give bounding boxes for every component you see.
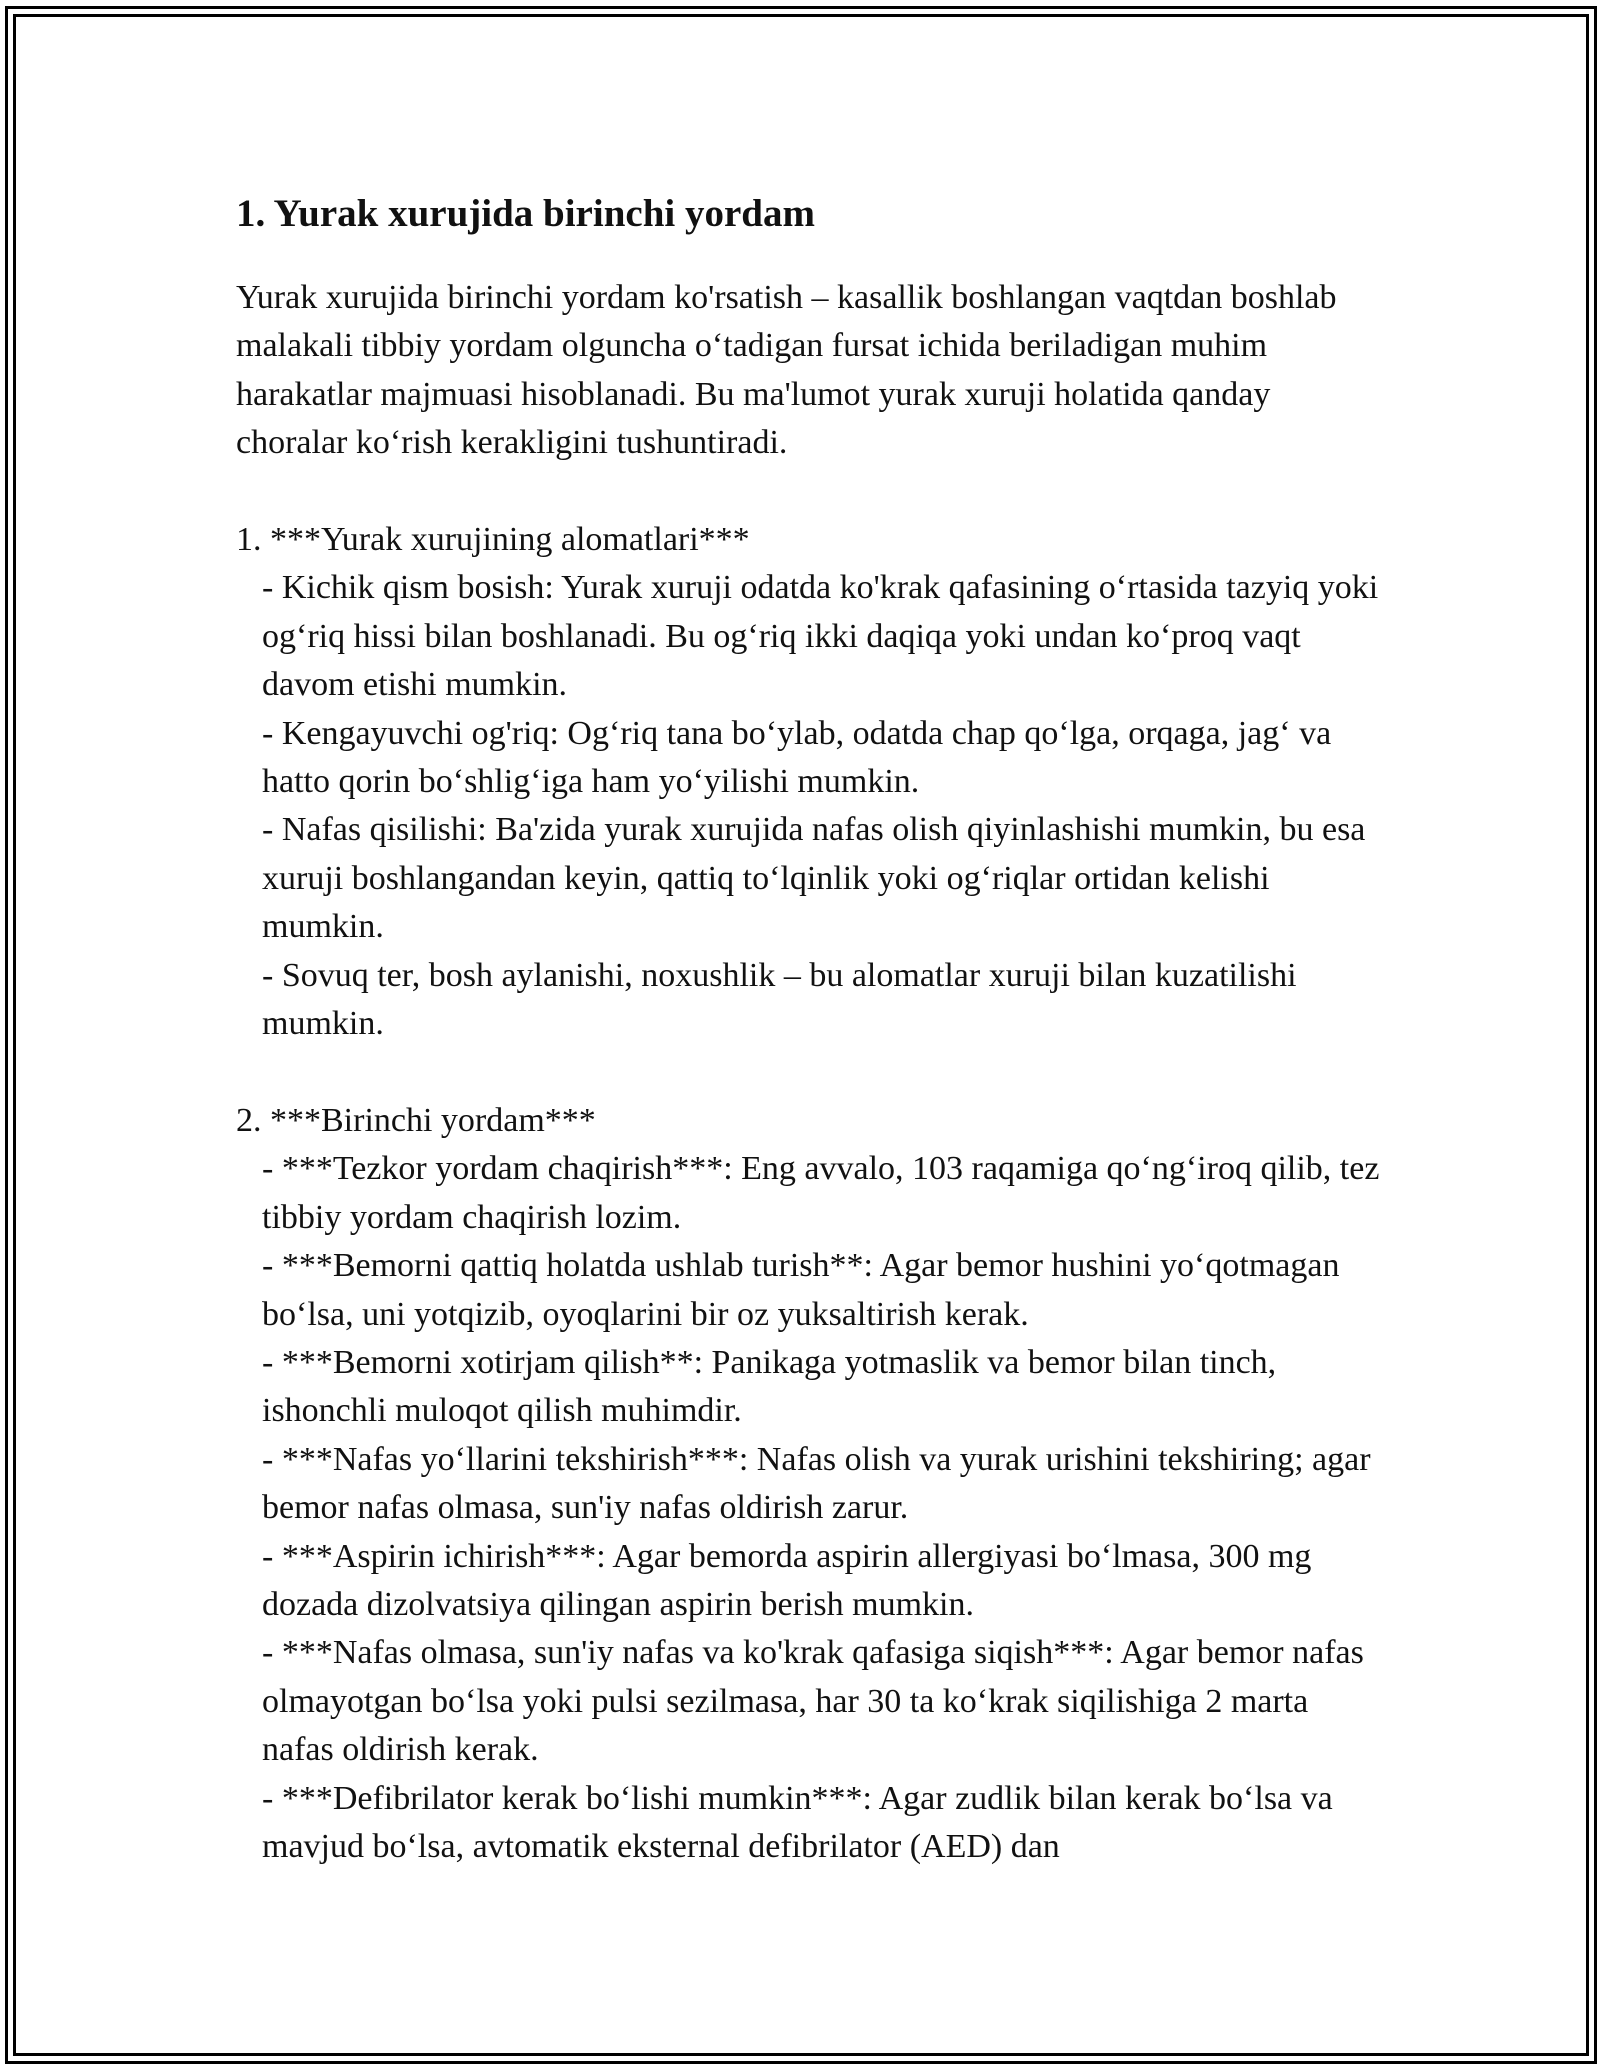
list-item: - Kichik qism bosish: Yurak xuruji odatda ko'krak qafasining o‘rtasida tazyiq yoki og‘riq hissi bilan boshlanadi. Bu og‘riq ikki daqiqa yoki undan ko‘proq vaqt davom etishi mumkin.	[262, 569, 1379, 704]
section-heading: 1. ***Yurak xurujining alomatlari***	[236, 521, 750, 559]
list-item: - ***Nafas olmasa, sun'iy nafas va ko'krak qafasiga siqish***: Agar bemor nafas olmayotgan bo‘lsa yoki pulsi sezilmasa, har 30 ta ko‘krak siqilishiga 2 marta nafas oldirish kerak.	[262, 1634, 1364, 1769]
intro-paragraph: Yurak xurujida birinchi yordam ko'rsatish – kasallik boshlangan vaqtdan boshlab malakali tibbiy yordam olguncha o‘tadigan fursat ichida beriladigan muhim harakatlar majmuasi hisoblanadi. Bu ma'lumot yurak xuruji holatida qanday choralar ko‘rish kerakligini tushuntiradi.	[236, 279, 1337, 462]
section-symptoms	[236, 516, 1386, 1048]
list-item: - ***Defibrilator kerak bo‘lishi mumkin***: Agar zudlik bilan kerak bo‘lsa va mavjud bo‘lsa, avtomatik eksternal defibrilator (AED) dan	[262, 1779, 1333, 1865]
list-item: - Kengayuvchi og'riq: Og‘riq tana bo‘ylab, odatda chap qo‘lga, orqaga, jag‘ va hatto qorin bo‘shlig‘iga ham yo‘yilishi mumkin.	[262, 714, 1332, 801]
list-item: - ***Bemorni qattiq holatda ushlab turish**: Agar bemor hushini yo‘qotmagan bo‘lsa, uni yotqizib, oyoqlarini bir oz yuksaltirish kerak.	[262, 1247, 1340, 1333]
list-item: - Sovuq ter, bosh aylanishi, noxushlik – bu alomatlar xuruji bilan kuzatilishi mumkin.	[262, 956, 1297, 1043]
list-item: - ***Tezkor yordam chaqirish***: Eng avvalo, 103 raqamiga qo‘ng‘iroq qilib, tez tibbiy yordam chaqirish lozim.	[262, 1150, 1380, 1236]
list-item: - Nafas qisilishi: Ba'zida yurak xurujida nafas olish qiyinlashishi mumkin, bu esa xuruji boshlangandan keyin, qattiq to‘lqinlik yoki og‘riqlar ortidan kelishi mumkin.	[262, 811, 1366, 946]
list-item: - ***Bemorni xotirjam qilish**: Panikaga yotmaslik va bemor bilan tinch, ishonchli muloqot qilish muhimdir.	[262, 1343, 1277, 1430]
list-item: - ***Aspirin ichirish***: Agar bemorda aspirin allergiyasi bo‘lmasa, 300 mg dozada dizolvatsiya qilingan aspirin berish mumkin.	[262, 1537, 1312, 1623]
document-body	[236, 186, 1386, 1871]
blank-line	[236, 1048, 1386, 1096]
list-item: - ***Nafas yo‘llarini tekshirish***: Nafas olish va yurak urishini tekshiring; agar bemor nafas olmasa, sun'iy nafas oldirish zarur.	[262, 1440, 1371, 1527]
blank-line	[236, 468, 1386, 516]
section-first-aid	[236, 1097, 1386, 1872]
section-heading: 2. ***Birinchi yordam***	[236, 1101, 596, 1139]
document-title: 1. Yurak xurujida birinchi yordam	[236, 192, 815, 235]
